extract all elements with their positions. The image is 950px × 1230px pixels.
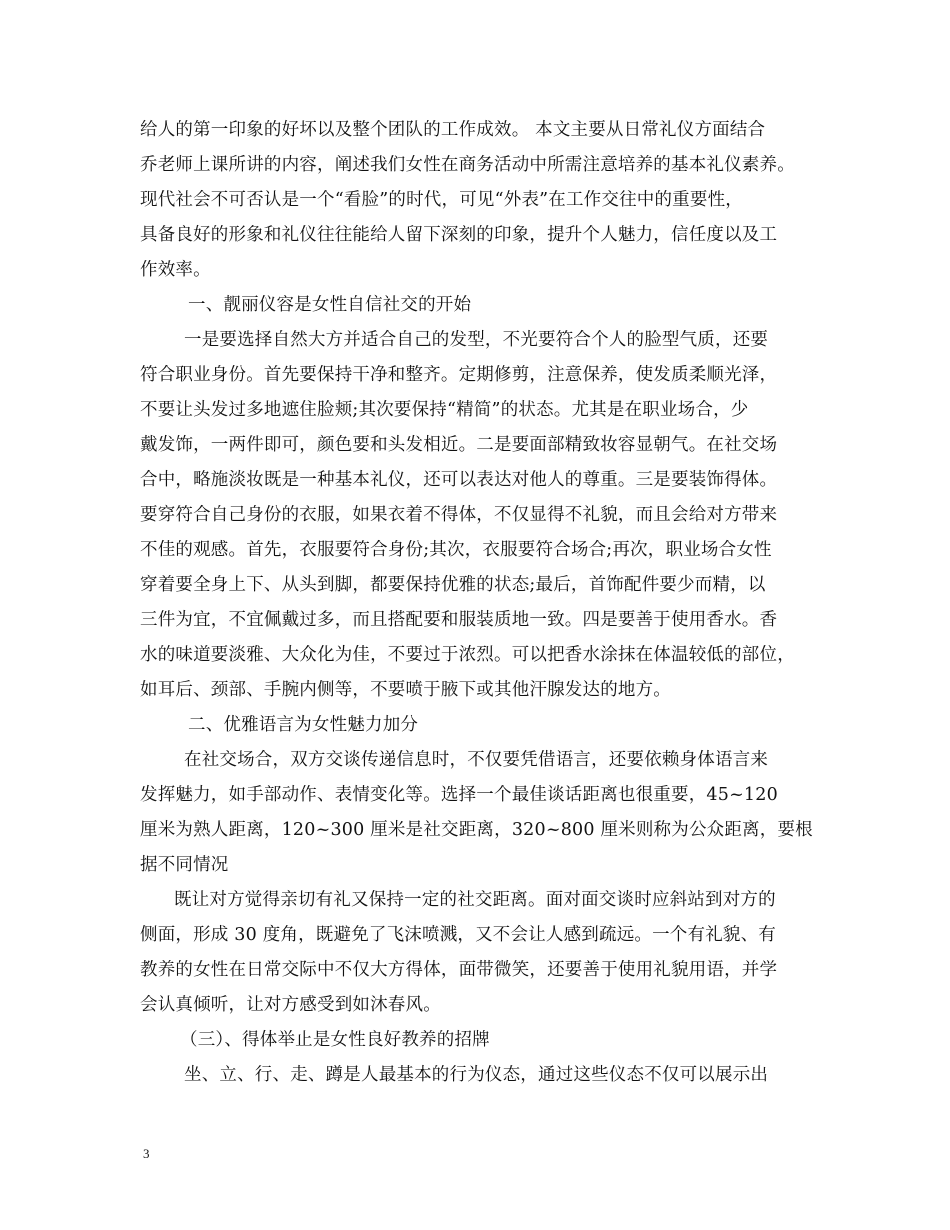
text-line: 会认真倾听，让对方感受到如沐春风。 xyxy=(140,995,441,1015)
text-line: 不要让头发过多地遮住脸颊;其次要保持“精简”的状态。尤其是在职业场合，少 xyxy=(140,400,749,420)
text-line: 发挥魅力，如手部动作、表情变化等。选择一个最佳谈话距离也很重要，45~120 xyxy=(140,785,778,805)
text-line: 厘米为熟人距离，120~300 厘米是社交距离，320~800 厘米则称为公众距离，要根 xyxy=(140,820,813,840)
text-line: 水的味道要淡雅、大众化为佳，不要过于浓烈。可以把香水涂抹在体温较低的部位， xyxy=(140,645,795,665)
text-line: 符合职业身份。首先要保持干净和整齐。定期修剪，注意保养，使发质柔顺光泽， xyxy=(140,365,778,385)
section-heading: 一、靓丽仪容是女性自信社交的开始 xyxy=(188,295,472,315)
text-line: 要穿符合自己身份的衣服，如果衣着不得体，不仅显得不礼貌，而且会给对方带来 xyxy=(140,505,778,525)
text-line: 戴发饰，一两件即可，颜色要和头发相近。二是要面部精致妆容显朝气。在社交场 xyxy=(140,435,778,455)
text-line: 三件为宜，不宜佩戴过多，而且搭配要和服装质地一致。四是要善于使用香水。香 xyxy=(140,610,778,630)
text-line: 合中，略施淡妆既是一种基本礼仪，还可以表达对他人的尊重。三是要装饰得体。 xyxy=(140,470,778,490)
text-line: 如耳后、颈部、手腕内侧等，不要喷于腋下或其他汗腺发达的地方。 xyxy=(140,680,671,700)
section-heading: （三）、得体举止是女性良好教养的招牌 xyxy=(180,1030,490,1050)
text-line: 给人的第一印象的好坏以及整个团队的工作成效。 本文主要从日常礼仪方面结合 xyxy=(140,120,766,140)
text-line: 侧面，形成 30 度角，既避免了飞沫喷溅，又不会让人感到疏远。一个有礼貌、有 xyxy=(140,925,776,945)
page-number: 3 xyxy=(143,1146,150,1161)
section-heading: 二、优雅语言为女性魅力加分 xyxy=(188,715,419,735)
text-line: 教养的女性在日常交际中不仅大方得体，面带微笑，还要善于使用礼貌用语，并学 xyxy=(140,960,778,980)
text-line: 既让对方觉得亲切有礼又保持一定的社交距离。面对面交谈时应斜站到对方的 xyxy=(174,890,776,910)
text-line: 乔老师上课所讲的内容，阐述我们女性在商务活动中所需注意培养的基本礼仪素养。 xyxy=(140,155,795,175)
text-line: 具备良好的形象和礼仪往往能给人留下深刻的印象，提升个人魅力，信任度以及工 xyxy=(140,225,778,245)
text-line: 坐、立、行、走、蹲是人最基本的行为仪态，通过这些仪态不仅可以展示出 xyxy=(184,1065,769,1085)
text-line: 据不同情况 xyxy=(140,855,229,875)
text-line: 一是要选择自然大方并适合自己的发型，不光要符合个人的脸型气质，还要 xyxy=(184,330,769,350)
text-line: 现代社会不可否认是一个“看脸”的时代，可见“外表”在工作交往中的重要性， xyxy=(140,190,743,210)
text-line: 穿着要全身上下、从头到脚，都要保持优雅的状态;最后，首饰配件要少而精，以 xyxy=(140,575,766,595)
text-line: 不佳的观感。首先，衣服要符合身份;其次，衣服要符合场合;再次，职业场合女性 xyxy=(140,540,772,560)
text-line: 作效率。 xyxy=(140,260,211,280)
text-line: 在社交场合，双方交谈传递信息时，不仅要凭借语言，还要依赖身体语言来 xyxy=(184,750,769,770)
